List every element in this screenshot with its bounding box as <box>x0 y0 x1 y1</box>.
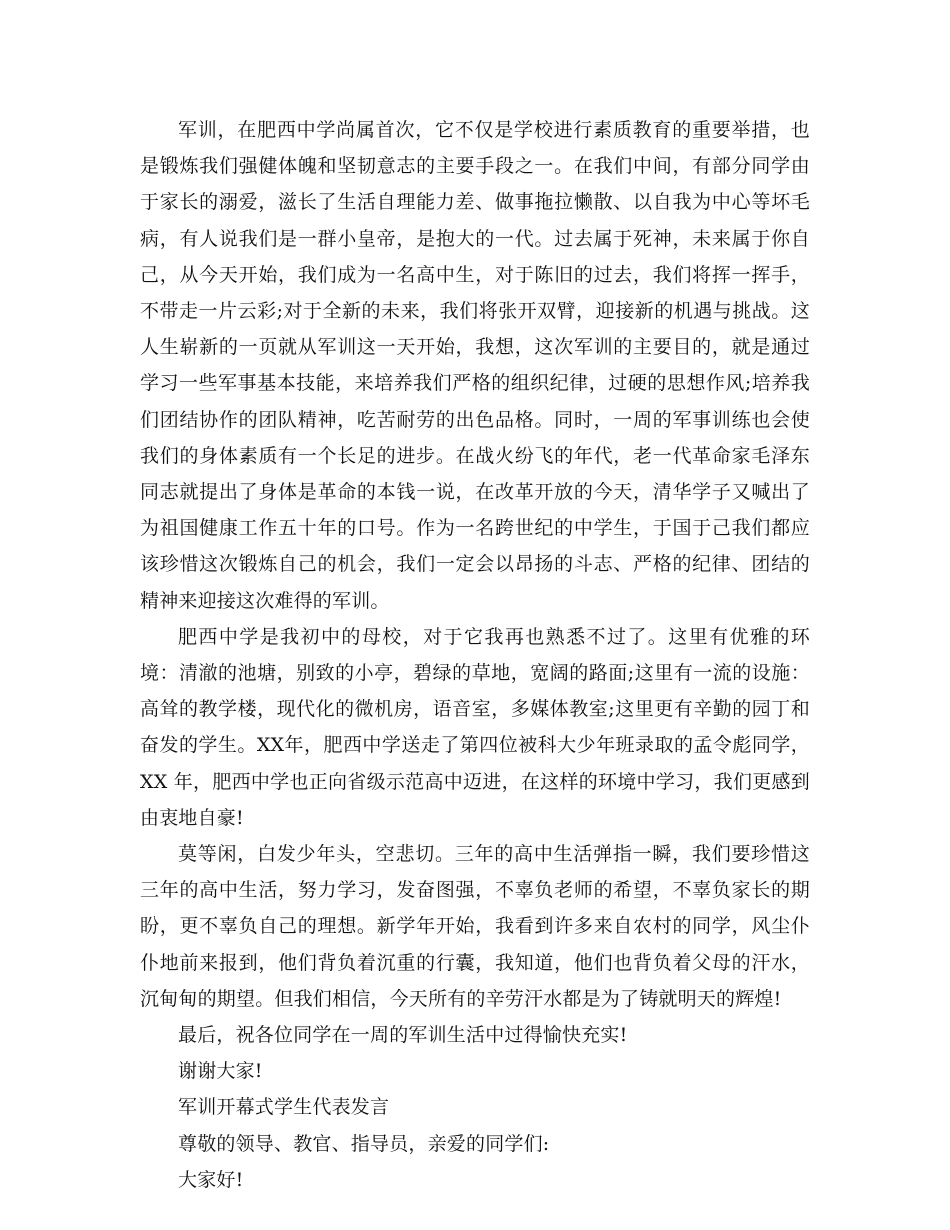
salutation-line: 尊敬的领导、教官、指导员，亲爱的同学们: <box>178 1132 550 1155</box>
speech-title-line: 军训开幕式学生代表发言 <box>178 1096 390 1119</box>
document-body <box>140 112 810 1198</box>
thanks-line: 谢谢大家! <box>178 1060 263 1083</box>
body-paragraph: 肥西中学是我初中的母校，对于它我再也熟悉不过了。这里有优雅的环境：清澈的池塘，别致的小亭，碧绿的草地，宽阔的路面;这里有一流的设施：高耸的教学楼，现代化的微机房，语音室，多媒体教室;这里更有辛勤的园丁和奋发的学生。XX年，肥西中学送走了第四位被科大少年班录取的孟令彪同学，XX 年，肥西中学也正向省级示范高中迈进，在这样的环境中学习，我们更感到由衷地自豪! <box>140 625 810 829</box>
greeting-line: 大家好! <box>178 1168 244 1191</box>
body-paragraph: 军训，在肥西中学尚属首次，它不仅是学校进行素质教育的重要举措，也是锻炼我们强健体魄和坚韧意志的主要手段之一。在我们中间，有部分同学由于家长的溺爱，滋长了生活自理能力差、做事拖拉懒散、以自我为中心等坏毛病，有人说我们是一群小皇帝，是抱大的一代。过去属于死神，未来属于你自己，从今天开始，我们成为一名高中生，对于陈旧的过去，我们将挥一挥手，不带走一片云彩;对于全新的未来，我们将张开双臂，迎接新的机遇与挑战。这人生崭新的一页就从军训这一天开始，我想，这次军训的主要目的，就是通过学习一些军事基本技能，来培养我们严格的组织纪律，过硬的思想作风;培养我们团结协作的团队精神，吃苦耐劳的出色品格。同时，一周的军事训练也会使我们的身体素质有一个长足的进步。在战火纷飞的年代，老一代革命家毛泽东同志就提出了身体是革命的本钱一说，在改革开放的今天，清华学子又喊出了为祖国健康工作五十年的口号。作为一名跨世纪的中学生，于国于己我们都应该珍惜这次锻炼自己的机会，我们一定会以昂扬的斗志、严格的纪律、团结的精神来迎接这次难得的军训。 <box>140 119 810 612</box>
closing-wish-line: 最后，祝各位同学在一周的军训生活中过得愉快充实! <box>178 1024 628 1047</box>
body-paragraph: 莫等闲，白发少年头，空悲切。三年的高中生活弹指一瞬，我们要珍惜这三年的高中生活，努力学习，发奋图强，不辜负老师的希望，不辜负家长的期盼，更不辜负自己的理想。新学年开始，我看到许多来自农村的同学，风尘仆仆地前来报到，他们背负着沉重的行囊，我知道，他们也背负着父母的汗水，沉甸甸的期望。但我们相信，今天所有的辛劳汗水都是为了铸就明天的辉煌! <box>140 843 810 1010</box>
